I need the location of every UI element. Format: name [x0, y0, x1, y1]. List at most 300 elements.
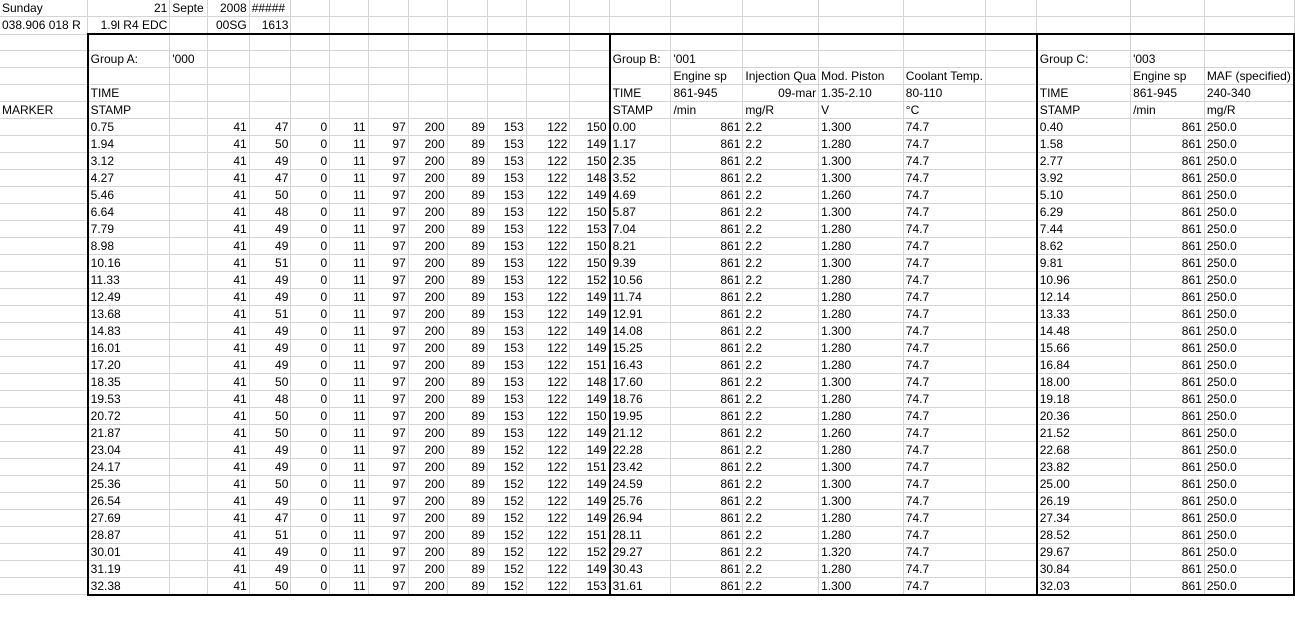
- group-a-value-cell[interactable]: 89: [447, 492, 487, 509]
- group-c-time-cell[interactable]: 5.10: [1037, 186, 1131, 203]
- marker-label[interactable]: MARKER: [0, 101, 88, 118]
- group-c-maf-specified-cell[interactable]: 250.0: [1204, 407, 1294, 424]
- group-a-value-cell[interactable]: 0: [291, 305, 330, 322]
- group-b-injection-cell[interactable]: 2.2: [743, 475, 819, 492]
- empty-cell[interactable]: [985, 288, 1036, 305]
- empty-cell[interactable]: [291, 34, 330, 50]
- group-c-maf-specified-cell[interactable]: 250.0: [1204, 169, 1294, 186]
- group-a-time-cell[interactable]: 11.33: [88, 271, 170, 288]
- group-a-time-cell[interactable]: 24.17: [88, 458, 170, 475]
- group-a-value-cell[interactable]: 89: [447, 458, 487, 475]
- group-a-value-cell[interactable]: 153: [487, 407, 526, 424]
- empty-cell[interactable]: [570, 17, 610, 35]
- group-b-injection-cell[interactable]: 2.2: [743, 118, 819, 135]
- group-b-injection-cell[interactable]: 2.2: [743, 152, 819, 169]
- group-b-injection-cell[interactable]: 2.2: [743, 169, 819, 186]
- empty-cell[interactable]: [985, 543, 1036, 560]
- group-a-value-cell[interactable]: 150: [570, 237, 610, 254]
- group-a-value-cell[interactable]: 97: [368, 441, 408, 458]
- empty-cell[interactable]: [985, 237, 1036, 254]
- group-b-coolant-cell[interactable]: 74.7: [903, 169, 985, 186]
- group-a-value-cell[interactable]: 0: [291, 152, 330, 169]
- empty-cell[interactable]: [170, 526, 208, 543]
- group-a-value-cell[interactable]: 11: [330, 220, 368, 237]
- group-a-value-cell[interactable]: 0: [291, 186, 330, 203]
- empty-cell[interactable]: [0, 34, 88, 50]
- empty-cell[interactable]: [819, 50, 904, 67]
- group-b-injection-cell[interactable]: 2.2: [743, 509, 819, 526]
- empty-cell[interactable]: [570, 34, 610, 50]
- group-a-value-cell[interactable]: 0: [291, 543, 330, 560]
- group-a-value-cell[interactable]: 200: [408, 339, 447, 356]
- group-a-value-cell[interactable]: 0: [291, 390, 330, 407]
- empty-cell[interactable]: [447, 34, 487, 50]
- group-a-value-cell[interactable]: 97: [368, 271, 408, 288]
- group-a-value-cell[interactable]: 200: [408, 407, 447, 424]
- group-c-label[interactable]: Group C:: [1037, 50, 1131, 67]
- group-b-time-cell[interactable]: 21.12: [610, 424, 671, 441]
- group-a-value-cell[interactable]: 11: [330, 560, 368, 577]
- empty-cell[interactable]: [249, 67, 291, 84]
- group-a-value-cell[interactable]: 149: [570, 186, 610, 203]
- group-b-coolant-cell[interactable]: 74.7: [903, 577, 985, 595]
- group-b-piston-cell[interactable]: 1.300: [819, 373, 904, 390]
- group-c-maf-specified-cell[interactable]: 250.0: [1204, 390, 1294, 407]
- empty-cell[interactable]: [170, 203, 208, 220]
- group-b-engine-speed-cell[interactable]: 861: [671, 543, 743, 560]
- group-b-engine-speed-cell[interactable]: 861: [671, 288, 743, 305]
- group-a-value-cell[interactable]: 200: [408, 305, 447, 322]
- group-a-value-cell[interactable]: 97: [368, 305, 408, 322]
- empty-cell[interactable]: [487, 17, 526, 35]
- group-c-maf-specified-cell[interactable]: 250.0: [1204, 560, 1294, 577]
- group-a-value-cell[interactable]: 11: [330, 492, 368, 509]
- group-a-value-cell[interactable]: 11: [330, 407, 368, 424]
- group-a-value-cell[interactable]: 97: [368, 135, 408, 152]
- group-c-maf-specified-cell[interactable]: 250.0: [1204, 441, 1294, 458]
- empty-cell[interactable]: [0, 509, 88, 526]
- group-b-engine-speed-cell[interactable]: 861: [671, 560, 743, 577]
- empty-cell[interactable]: [610, 17, 671, 35]
- group-c-maf-specified-cell[interactable]: 250.0: [1204, 254, 1294, 271]
- empty-cell[interactable]: [985, 441, 1036, 458]
- group-a-value-cell[interactable]: 122: [526, 441, 570, 458]
- group-a-value-cell[interactable]: 11: [330, 356, 368, 373]
- group-b-time-cell[interactable]: 26.94: [610, 509, 671, 526]
- group-b-piston-cell[interactable]: 1.320: [819, 543, 904, 560]
- group-c-time-cell[interactable]: 21.52: [1037, 424, 1131, 441]
- empty-cell[interactable]: [985, 339, 1036, 356]
- group-b-injection-cell[interactable]: 2.2: [743, 305, 819, 322]
- empty-cell[interactable]: [671, 17, 743, 35]
- empty-cell[interactable]: [208, 67, 250, 84]
- empty-cell[interactable]: [903, 50, 985, 67]
- group-b-piston-cell[interactable]: 1.280: [819, 305, 904, 322]
- group-b-injection-cell[interactable]: 2.2: [743, 560, 819, 577]
- group-a-label[interactable]: Group A:: [88, 50, 170, 67]
- group-b-injection-cell[interactable]: 2.2: [743, 577, 819, 595]
- group-b-engine-speed-cell[interactable]: 861: [671, 271, 743, 288]
- group-b-engine-speed-cell[interactable]: 861: [671, 186, 743, 203]
- group-a-value-cell[interactable]: 122: [526, 118, 570, 135]
- empty-cell[interactable]: [985, 203, 1036, 220]
- group-a-value-cell[interactable]: 200: [408, 441, 447, 458]
- group-b-injection-cell[interactable]: 2.2: [743, 271, 819, 288]
- empty-cell[interactable]: [447, 50, 487, 67]
- group-a-value-cell[interactable]: 122: [526, 339, 570, 356]
- group-a-value-cell[interactable]: 11: [330, 339, 368, 356]
- group-a-value-cell[interactable]: 89: [447, 577, 487, 595]
- group-a-value-cell[interactable]: 49: [249, 356, 291, 373]
- group-c-engine-speed-cell[interactable]: 861: [1131, 492, 1205, 509]
- group-a-value-cell[interactable]: 97: [368, 424, 408, 441]
- group-a-value-cell[interactable]: 97: [368, 237, 408, 254]
- group-b-time-cell[interactable]: 18.76: [610, 390, 671, 407]
- group-c-engine-speed-cell[interactable]: 861: [1131, 577, 1205, 595]
- group-a-time-cell[interactable]: 0.75: [88, 118, 170, 135]
- group-a-value-cell[interactable]: 50: [249, 475, 291, 492]
- header-date-year[interactable]: 2008: [208, 0, 250, 17]
- group-b-time-cell[interactable]: 1.17: [610, 135, 671, 152]
- empty-cell[interactable]: [985, 509, 1036, 526]
- empty-cell[interactable]: [671, 34, 743, 50]
- group-a-value-cell[interactable]: 41: [208, 543, 250, 560]
- group-a-value-cell[interactable]: 11: [330, 203, 368, 220]
- empty-cell[interactable]: [170, 407, 208, 424]
- group-b-injection-cell[interactable]: 2.2: [743, 424, 819, 441]
- group-b-piston-cell[interactable]: 1.300: [819, 458, 904, 475]
- empty-cell[interactable]: [447, 67, 487, 84]
- group-a-value-cell[interactable]: 41: [208, 356, 250, 373]
- group-a-value-cell[interactable]: 200: [408, 271, 447, 288]
- group-c-engine-speed-cell[interactable]: 861: [1131, 509, 1205, 526]
- group-a-value-cell[interactable]: 41: [208, 577, 250, 595]
- header-date-day[interactable]: 21: [88, 0, 170, 17]
- group-a-value-cell[interactable]: 11: [330, 152, 368, 169]
- group-a-value-cell[interactable]: 97: [368, 475, 408, 492]
- group-a-value-cell[interactable]: 152: [487, 458, 526, 475]
- group-a-value-cell[interactable]: 122: [526, 475, 570, 492]
- empty-cell[interactable]: [743, 0, 819, 17]
- group-b-column-unit[interactable]: /min: [671, 101, 743, 118]
- group-b-injection-cell[interactable]: 2.2: [743, 237, 819, 254]
- group-a-value-cell[interactable]: 153: [487, 288, 526, 305]
- group-b-coolant-cell[interactable]: 74.7: [903, 424, 985, 441]
- group-c-engine-speed-cell[interactable]: 861: [1131, 475, 1205, 492]
- group-a-value-cell[interactable]: 149: [570, 322, 610, 339]
- group-c-engine-speed-cell[interactable]: 861: [1131, 135, 1205, 152]
- group-a-time-cell[interactable]: 6.64: [88, 203, 170, 220]
- group-b-piston-cell[interactable]: 1.300: [819, 577, 904, 595]
- empty-cell[interactable]: [1204, 17, 1294, 35]
- empty-cell[interactable]: [0, 67, 88, 84]
- group-b-engine-speed-cell[interactable]: 861: [671, 169, 743, 186]
- empty-cell[interactable]: [1037, 34, 1131, 50]
- empty-cell[interactable]: [0, 543, 88, 560]
- empty-cell[interactable]: [170, 543, 208, 560]
- group-a-value-cell[interactable]: 0: [291, 356, 330, 373]
- group-a-value-cell[interactable]: 41: [208, 152, 250, 169]
- group-a-time-cell[interactable]: 16.01: [88, 339, 170, 356]
- group-a-value-cell[interactable]: 122: [526, 560, 570, 577]
- group-c-maf-specified-cell[interactable]: 250.0: [1204, 203, 1294, 220]
- group-b-time-cell[interactable]: 12.91: [610, 305, 671, 322]
- group-b-coolant-cell[interactable]: 74.7: [903, 356, 985, 373]
- group-a-time-cell[interactable]: 27.69: [88, 509, 170, 526]
- group-b-column-spec[interactable]: 861-945: [671, 84, 743, 101]
- group-a-value-cell[interactable]: 97: [368, 152, 408, 169]
- empty-cell[interactable]: [170, 305, 208, 322]
- group-b-injection-cell[interactable]: 2.2: [743, 203, 819, 220]
- group-c-time-cell[interactable]: 14.48: [1037, 322, 1131, 339]
- group-b-coolant-cell[interactable]: 74.7: [903, 526, 985, 543]
- group-a-value-cell[interactable]: 0: [291, 271, 330, 288]
- empty-cell[interactable]: [330, 34, 368, 50]
- empty-cell[interactable]: [985, 118, 1036, 135]
- group-a-value-cell[interactable]: 41: [208, 441, 250, 458]
- group-a-value-cell[interactable]: 0: [291, 237, 330, 254]
- group-b-column-spec[interactable]: 1.35-2.10: [819, 84, 904, 101]
- group-a-value-cell[interactable]: 152: [487, 577, 526, 595]
- empty-cell[interactable]: [570, 67, 610, 84]
- empty-cell[interactable]: [985, 84, 1036, 101]
- empty-cell[interactable]: [610, 67, 671, 84]
- group-b-coolant-cell[interactable]: 74.7: [903, 118, 985, 135]
- empty-cell[interactable]: [170, 67, 208, 84]
- group-a-value-cell[interactable]: 89: [447, 526, 487, 543]
- group-a-value-cell[interactable]: 153: [487, 424, 526, 441]
- empty-cell[interactable]: [985, 424, 1036, 441]
- group-a-value-cell[interactable]: 11: [330, 237, 368, 254]
- group-a-value-cell[interactable]: 41: [208, 118, 250, 135]
- group-a-value-cell[interactable]: 97: [368, 288, 408, 305]
- empty-cell[interactable]: [985, 50, 1036, 67]
- group-b-engine-speed-cell[interactable]: 861: [671, 322, 743, 339]
- group-a-value-cell[interactable]: 149: [570, 288, 610, 305]
- group-a-value-cell[interactable]: 153: [487, 254, 526, 271]
- group-a-value-cell[interactable]: 89: [447, 424, 487, 441]
- group-a-value-cell[interactable]: 153: [487, 118, 526, 135]
- empty-cell[interactable]: [0, 50, 88, 67]
- group-a-value-cell[interactable]: 97: [368, 254, 408, 271]
- group-a-value-cell[interactable]: 152: [487, 441, 526, 458]
- group-a-value-cell[interactable]: 97: [368, 577, 408, 595]
- group-c-time-cell[interactable]: 20.36: [1037, 407, 1131, 424]
- group-a-value-cell[interactable]: 122: [526, 169, 570, 186]
- group-b-time-cell[interactable]: 23.42: [610, 458, 671, 475]
- group-a-value-cell[interactable]: 0: [291, 509, 330, 526]
- group-c-maf-specified-cell[interactable]: 250.0: [1204, 220, 1294, 237]
- group-a-value-cell[interactable]: 200: [408, 458, 447, 475]
- group-a-value-cell[interactable]: 89: [447, 152, 487, 169]
- group-c-maf-specified-cell[interactable]: 250.0: [1204, 322, 1294, 339]
- group-b-time-cell[interactable]: 17.60: [610, 373, 671, 390]
- empty-cell[interactable]: [0, 288, 88, 305]
- group-b-coolant-cell[interactable]: 74.7: [903, 390, 985, 407]
- group-a-value-cell[interactable]: 11: [330, 254, 368, 271]
- group-c-engine-speed-cell[interactable]: 861: [1131, 424, 1205, 441]
- empty-cell[interactable]: [985, 169, 1036, 186]
- group-b-coolant-cell[interactable]: 74.7: [903, 407, 985, 424]
- group-b-injection-cell[interactable]: 2.2: [743, 441, 819, 458]
- group-a-value-cell[interactable]: 200: [408, 152, 447, 169]
- header-day[interactable]: Sunday: [0, 0, 88, 17]
- group-a-time-cell[interactable]: 14.83: [88, 322, 170, 339]
- group-b-engine-speed-cell[interactable]: 861: [671, 237, 743, 254]
- empty-cell[interactable]: [170, 322, 208, 339]
- group-a-value-cell[interactable]: 11: [330, 390, 368, 407]
- empty-cell[interactable]: [985, 458, 1036, 475]
- empty-cell[interactable]: [819, 17, 904, 35]
- empty-cell[interactable]: [170, 271, 208, 288]
- group-a-value-cell[interactable]: 122: [526, 543, 570, 560]
- group-b-coolant-cell[interactable]: 74.7: [903, 237, 985, 254]
- group-a-value-cell[interactable]: 89: [447, 254, 487, 271]
- group-a-value-cell[interactable]: 11: [330, 305, 368, 322]
- group-b-engine-speed-cell[interactable]: 861: [671, 220, 743, 237]
- group-c-engine-speed-cell[interactable]: 861: [1131, 220, 1205, 237]
- group-c-time-cell[interactable]: 19.18: [1037, 390, 1131, 407]
- group-a-value-cell[interactable]: 41: [208, 390, 250, 407]
- group-a-value-cell[interactable]: 41: [208, 135, 250, 152]
- empty-cell[interactable]: [487, 34, 526, 50]
- empty-cell[interactable]: [0, 526, 88, 543]
- group-a-value-cell[interactable]: 97: [368, 322, 408, 339]
- empty-cell[interactable]: [208, 84, 250, 101]
- group-a-value-cell[interactable]: 0: [291, 288, 330, 305]
- group-a-time-cell[interactable]: 20.72: [88, 407, 170, 424]
- group-b-label[interactable]: Group B:: [610, 50, 671, 67]
- empty-cell[interactable]: [526, 34, 570, 50]
- group-a-value-cell[interactable]: 200: [408, 220, 447, 237]
- group-a-value-cell[interactable]: 50: [249, 407, 291, 424]
- group-b-id[interactable]: '001: [671, 50, 743, 67]
- group-b-engine-speed-cell[interactable]: 861: [671, 373, 743, 390]
- group-a-value-cell[interactable]: 11: [330, 135, 368, 152]
- group-b-coolant-cell[interactable]: 74.7: [903, 441, 985, 458]
- empty-cell[interactable]: [330, 0, 368, 17]
- group-a-value-cell[interactable]: 47: [249, 509, 291, 526]
- empty-cell[interactable]: [170, 34, 208, 50]
- group-a-value-cell[interactable]: 153: [487, 305, 526, 322]
- group-b-injection-cell[interactable]: 2.2: [743, 492, 819, 509]
- empty-cell[interactable]: [170, 288, 208, 305]
- group-b-time-cell[interactable]: 11.74: [610, 288, 671, 305]
- group-c-time-cell[interactable]: 8.62: [1037, 237, 1131, 254]
- group-c-column-name[interactable]: MAF (specified): [1204, 67, 1294, 84]
- group-b-column-spec[interactable]: 80-110: [903, 84, 985, 101]
- group-a-value-cell[interactable]: 51: [249, 305, 291, 322]
- empty-cell[interactable]: [0, 84, 88, 101]
- group-a-value-cell[interactable]: 0: [291, 220, 330, 237]
- empty-cell[interactable]: [487, 50, 526, 67]
- group-a-value-cell[interactable]: 153: [570, 220, 610, 237]
- group-b-coolant-cell[interactable]: 74.7: [903, 254, 985, 271]
- empty-cell[interactable]: [985, 475, 1036, 492]
- group-a-time-cell[interactable]: 5.46: [88, 186, 170, 203]
- empty-cell[interactable]: [0, 458, 88, 475]
- group-a-value-cell[interactable]: 89: [447, 475, 487, 492]
- group-b-piston-cell[interactable]: 1.280: [819, 220, 904, 237]
- group-a-value-cell[interactable]: 200: [408, 577, 447, 595]
- group-a-value-cell[interactable]: 148: [570, 169, 610, 186]
- group-a-value-cell[interactable]: 122: [526, 186, 570, 203]
- empty-cell[interactable]: [408, 50, 447, 67]
- group-a-value-cell[interactable]: 41: [208, 560, 250, 577]
- group-b-time-cell[interactable]: 16.43: [610, 356, 671, 373]
- group-a-value-cell[interactable]: 200: [408, 424, 447, 441]
- group-a-value-cell[interactable]: 200: [408, 288, 447, 305]
- empty-cell[interactable]: [447, 0, 487, 17]
- group-a-value-cell[interactable]: 50: [249, 577, 291, 595]
- group-a-value-cell[interactable]: 122: [526, 509, 570, 526]
- group-c-column-spec[interactable]: 861-945: [1131, 84, 1205, 101]
- empty-cell[interactable]: [170, 492, 208, 509]
- group-a-value-cell[interactable]: 0: [291, 441, 330, 458]
- group-a-value-cell[interactable]: 153: [487, 169, 526, 186]
- empty-cell[interactable]: [0, 577, 88, 595]
- empty-cell[interactable]: [570, 50, 610, 67]
- empty-cell[interactable]: [1131, 0, 1205, 17]
- group-a-value-cell[interactable]: 97: [368, 543, 408, 560]
- empty-cell[interactable]: [330, 101, 368, 118]
- empty-cell[interactable]: [408, 0, 447, 17]
- group-c-time-cell[interactable]: 15.66: [1037, 339, 1131, 356]
- empty-cell[interactable]: [985, 373, 1036, 390]
- empty-cell[interactable]: [985, 271, 1036, 288]
- group-b-piston-cell[interactable]: 1.280: [819, 441, 904, 458]
- group-a-value-cell[interactable]: 200: [408, 509, 447, 526]
- group-a-value-cell[interactable]: 200: [408, 203, 447, 220]
- group-b-piston-cell[interactable]: 1.300: [819, 118, 904, 135]
- group-a-value-cell[interactable]: 48: [249, 203, 291, 220]
- group-b-piston-cell[interactable]: 1.280: [819, 390, 904, 407]
- group-a-value-cell[interactable]: 122: [526, 271, 570, 288]
- group-a-value-cell[interactable]: 122: [526, 458, 570, 475]
- group-b-piston-cell[interactable]: 1.280: [819, 271, 904, 288]
- group-b-injection-cell[interactable]: 2.2: [743, 186, 819, 203]
- group-a-value-cell[interactable]: 51: [249, 254, 291, 271]
- group-a-value-cell[interactable]: 49: [249, 441, 291, 458]
- empty-cell[interactable]: [1037, 0, 1131, 17]
- group-a-value-cell[interactable]: 153: [487, 339, 526, 356]
- group-a-value-cell[interactable]: 153: [487, 152, 526, 169]
- group-a-time-cell[interactable]: 3.12: [88, 152, 170, 169]
- group-a-value-cell[interactable]: 149: [570, 509, 610, 526]
- empty-cell[interactable]: [291, 0, 330, 17]
- group-a-value-cell[interactable]: 122: [526, 373, 570, 390]
- group-a-time-cell[interactable]: 30.01: [88, 543, 170, 560]
- group-a-value-cell[interactable]: 48: [249, 390, 291, 407]
- empty-cell[interactable]: [1204, 34, 1294, 50]
- group-c-engine-speed-cell[interactable]: 861: [1131, 356, 1205, 373]
- group-b-time-cell[interactable]: 14.08: [610, 322, 671, 339]
- group-a-value-cell[interactable]: 149: [570, 475, 610, 492]
- group-a-value-cell[interactable]: 41: [208, 407, 250, 424]
- group-a-value-cell[interactable]: 11: [330, 543, 368, 560]
- empty-cell[interactable]: [0, 356, 88, 373]
- group-b-piston-cell[interactable]: 1.280: [819, 135, 904, 152]
- header-engine[interactable]: 1.9l R4 EDC: [88, 17, 170, 35]
- empty-cell[interactable]: [526, 84, 570, 101]
- group-a-value-cell[interactable]: 152: [487, 560, 526, 577]
- empty-cell[interactable]: [447, 84, 487, 101]
- group-c-time-cell[interactable]: 9.81: [1037, 254, 1131, 271]
- group-b-injection-cell[interactable]: 2.2: [743, 288, 819, 305]
- empty-cell[interactable]: [249, 50, 291, 67]
- empty-cell[interactable]: [408, 101, 447, 118]
- empty-cell[interactable]: [0, 373, 88, 390]
